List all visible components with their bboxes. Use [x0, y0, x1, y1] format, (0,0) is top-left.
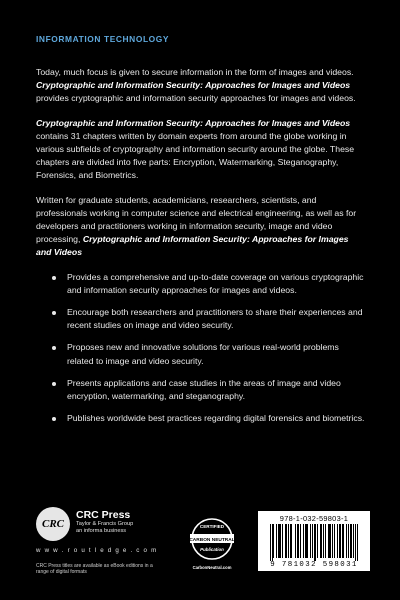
barcode-bar: [334, 524, 335, 558]
barcode-bar: [339, 524, 340, 558]
barcode: [258, 511, 370, 571]
barcode-bar: [351, 524, 352, 558]
barcode-bar: [350, 524, 351, 558]
barcode-icon: [270, 524, 358, 561]
barcode-bar: [303, 524, 304, 558]
barcode-bar: [298, 524, 299, 558]
carbon-url-text: CarbonNeutral.com: [192, 565, 232, 570]
barcode-bar: [286, 524, 287, 558]
list-item: [36, 412, 366, 425]
barcode-bar: [306, 524, 307, 558]
barcode-bar: [343, 524, 344, 558]
barcode-bar: [312, 524, 313, 558]
carbon-middle-text: CARBON NEUTRAL: [189, 538, 235, 543]
isbn-text: 978-1-032-59803-1: [279, 514, 349, 523]
intro-paragraph-2: [36, 117, 366, 183]
barcode-bar: [307, 524, 308, 558]
barcode-bar: [315, 524, 316, 561]
barcode-bar: [290, 524, 291, 558]
barcode-bar: [280, 524, 281, 558]
barcode-bar: [342, 524, 343, 558]
carbon-top-text: CERTIFIED: [199, 524, 225, 529]
barcode-bar: [291, 524, 292, 558]
barcode-bar: [310, 524, 311, 558]
barcode-bar: [332, 524, 333, 558]
barcode-bar: [270, 524, 271, 561]
list-item-text: Provides a comprehensive and up-to-date coverage on various cryptographic and information security approaches for images and videos.: [67, 271, 364, 295]
publisher-url: w w w . r o u t l e d g e . c o m: [36, 547, 158, 554]
book-title-bold: Cryptographic and Information Security: Approaches for Images and Videos: [36, 80, 351, 91]
publisher-name: CRC Press: [76, 509, 131, 521]
book-title-bold: Cryptographic and Information Security: Approaches for Images and Videos: [36, 234, 349, 258]
barcode-bar: [328, 524, 329, 558]
barcode-bar: [282, 524, 283, 558]
list-item: [36, 306, 366, 332]
carbon-bottom-text: Publication: [200, 547, 224, 552]
barcode-bar: [297, 524, 298, 558]
bullet-icon: [52, 346, 56, 350]
ebook-note: CRC Press titles are available as eBook editions in a range of digital formats: [36, 563, 153, 576]
barcode-bar: [295, 524, 296, 558]
list-item: [36, 377, 366, 403]
intro-text: Written for graduate students, academicians, researchers, scientists, and professionals working in computer science and electrical engineering, as well as for developers and practitioners working in information security, image and video processing,: [36, 194, 357, 245]
bullet-icon: [52, 311, 56, 315]
publisher-group: Taylor & Francis Group: [76, 521, 134, 527]
list-item-text: Encourage both researchers and practitioners to share their experiences and recent studies on image and video security.: [67, 307, 363, 331]
intro-paragraph-3: [36, 194, 366, 260]
barcode-bar: [278, 524, 279, 558]
barcode-bar: [305, 524, 306, 558]
barcode-bar: [353, 524, 354, 558]
list-item-text: Presents applications and case studies in the areas of image and video encryption, watermarking, and steganography.: [67, 377, 341, 402]
barcode-bar: [348, 524, 349, 558]
barcode-bar: [346, 524, 347, 558]
barcode-bar: [330, 524, 331, 558]
intro-text: contains 31 chapters written by domain experts from around the globe working in various subfields of cryptography and information security around the globe. These chapters are divided into five parts: Encryption, Watermarking, Steganography, Forensics, and Biometrics.: [36, 130, 355, 181]
intro-text: provides cryptographic and information security approaches for images and videos.: [36, 93, 356, 104]
bullet-icon: [52, 382, 56, 386]
feature-list: [36, 271, 366, 426]
list-item: [36, 341, 366, 367]
barcode-bar: [272, 524, 273, 561]
barcode-bar: [320, 524, 321, 558]
barcode-bar: [276, 524, 277, 558]
barcode-bar: [340, 524, 341, 558]
intro-paragraph-1: [36, 66, 366, 106]
barcode-bar: [279, 524, 280, 558]
category-label: INFORMATION TECHNOLOGY: [36, 34, 170, 44]
barcode-bar: [355, 524, 356, 561]
barcode-bar: [285, 524, 286, 558]
barcode-bar: [325, 524, 326, 558]
barcode-bar: [323, 524, 324, 558]
book-title-bold: Cryptographic and Information Security: Approaches for Images and Videos: [36, 117, 351, 128]
barcode-bar: [288, 524, 289, 558]
list-item-text: Proposes new and innovative solutions for various real-world problems related to image and video security.: [67, 342, 339, 366]
barcode-bar: [314, 524, 315, 561]
barcode-bar: [329, 524, 330, 558]
barcode-bar: [273, 524, 274, 558]
description-body: [36, 66, 366, 434]
bullet-icon: [52, 417, 56, 421]
bullet-icon: [52, 276, 56, 280]
crc-logo-icon: CRC: [36, 507, 70, 541]
barcode-bar: [300, 524, 301, 558]
barcode-digits: 9 781032 598031: [270, 561, 358, 569]
barcode-bar: [357, 524, 358, 561]
intro-text: Today, much focus is given to secure information in the form of images and videos.: [36, 67, 354, 77]
list-item: [36, 271, 366, 297]
carbon-neutral-icon: [186, 515, 238, 575]
list-item-text: Publishes worldwide best practices regarding digital forensics and biometrics.: [67, 413, 365, 424]
publisher-business: an informa business: [76, 528, 127, 534]
barcode-bar: [321, 524, 322, 558]
carbon-neutral-badge: [186, 515, 238, 575]
publisher-text: [76, 509, 186, 535]
barcode-bar: [337, 524, 338, 558]
barcode-bar: [317, 524, 318, 558]
